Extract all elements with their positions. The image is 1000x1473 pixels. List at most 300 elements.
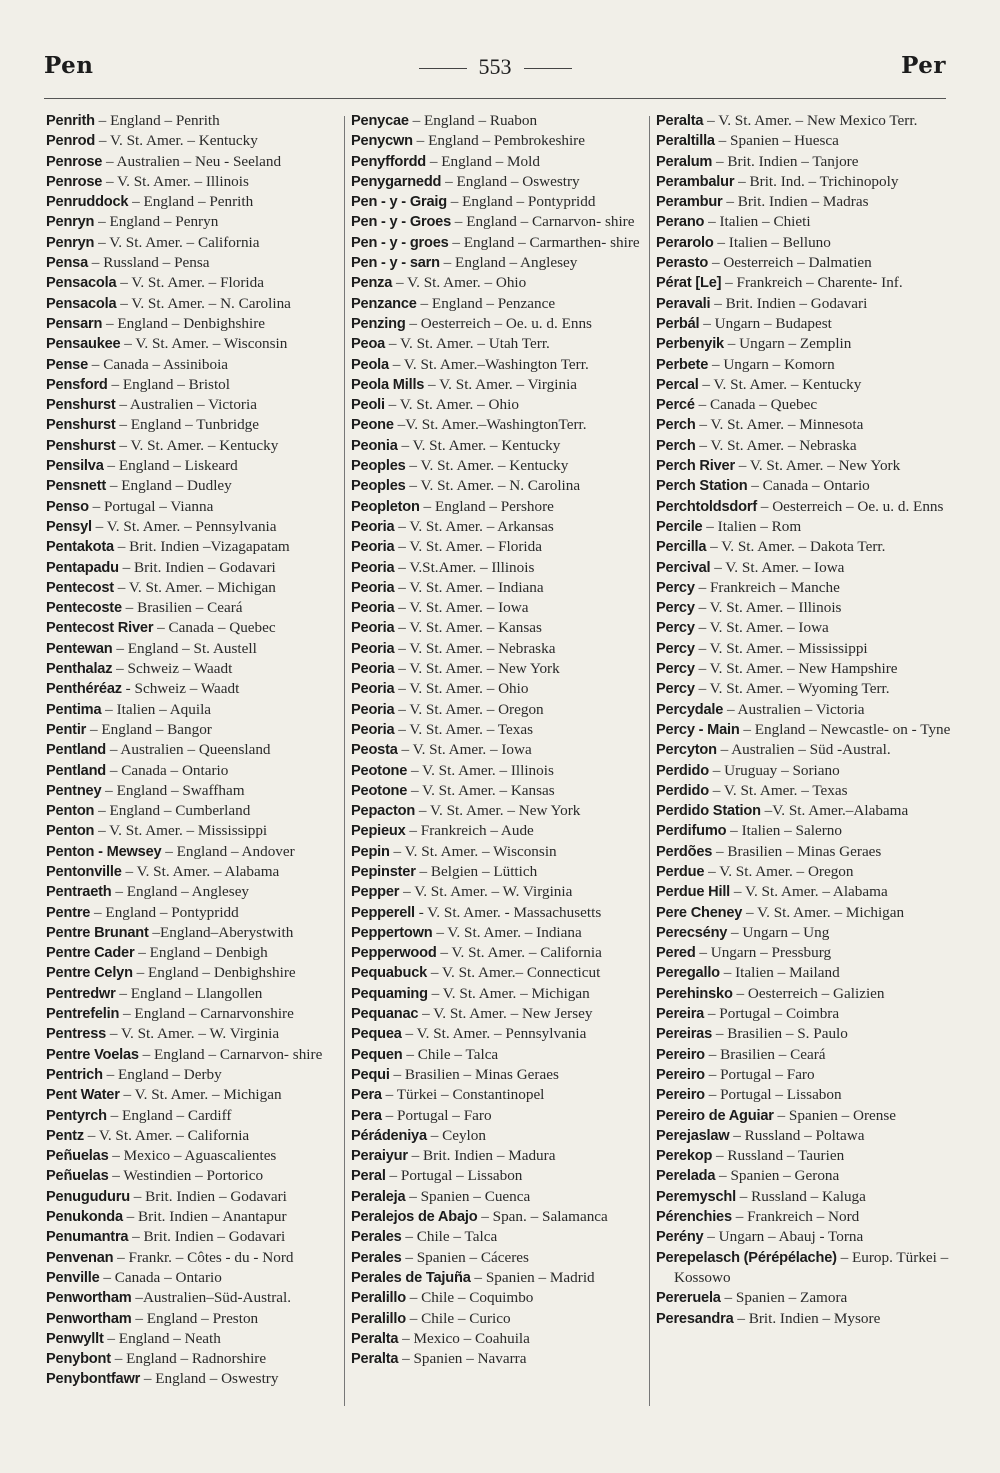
entry-location: – Australien – Neu - Seeland [106, 152, 282, 170]
entry-headword: Pepin [351, 843, 390, 860]
gazetteer-entry [46, 963, 344, 983]
entry-location: – Russland – Taurien [716, 1147, 845, 1165]
gazetteer-entry [46, 192, 344, 212]
gazetteer-entry [656, 111, 954, 131]
entry-location: – Brit. Indien – Mysore [737, 1309, 881, 1327]
gazetteer-entry [656, 375, 954, 395]
entry-headword: Pensacola [46, 295, 117, 312]
column-1 [46, 111, 344, 1390]
entry-location: – Spanien – Gerona [719, 1167, 840, 1185]
gazetteer-entry [656, 537, 954, 557]
entry-headword: Penryn [46, 234, 95, 251]
gazetteer-entry [46, 842, 344, 862]
entry-location: – England – Pontypridd [94, 903, 239, 921]
entry-location: – England – Dudley [109, 477, 232, 495]
gazetteer-entry [351, 923, 649, 943]
entry-location: – V. St. Amer. – Pennsylvania [95, 517, 277, 535]
entry-headword: Percilla [656, 539, 707, 556]
entry-headword: Perejaslaw [656, 1127, 730, 1144]
entry-headword: Pequaming [351, 985, 428, 1002]
gazetteer-entry [351, 1126, 649, 1146]
gazetteer-entry [656, 1004, 954, 1024]
entry-headword: Pentredwr [46, 985, 116, 1002]
gazetteer-entry [46, 294, 344, 314]
entry-headword: Penukonda [46, 1209, 123, 1226]
entry-location: – England – Penrith [98, 112, 220, 129]
gazetteer-entry [46, 882, 344, 902]
entry-location: – V. St. Amer. – Iowa [401, 741, 532, 759]
entry-headword: Peoria [351, 640, 395, 657]
gazetteer-entry [656, 1085, 954, 1105]
gazetteer-entry [656, 131, 954, 151]
entry-headword: Perekop [656, 1148, 713, 1165]
gazetteer-entry [656, 1207, 954, 1227]
entry-headword: Pequen [351, 1046, 403, 1063]
entry-headword: Percy [656, 600, 695, 617]
entry-headword: Penwortham [46, 1310, 132, 1327]
entry-headword: Peoria [351, 518, 395, 535]
entry-location: – England – Newcastle- on - Tyne [743, 720, 951, 738]
entry-location: – V. St. Amer. – Kansas [398, 619, 542, 637]
entry-location: – V. St. Amer. – Wisconsin [124, 335, 288, 353]
entry-headword: Pentecost River [46, 620, 154, 637]
entry-headword: Pepieux [351, 823, 406, 840]
entry-location: – V. St. Amer.–Washington Terr. [392, 355, 589, 373]
entry-location: – V. St. Amer. – Mississippi [698, 639, 868, 657]
entry-location: – V. St. Amer. – Florida [398, 538, 542, 556]
entry-location: – V. St. Amer. – Indiana [436, 923, 582, 941]
entry-location: – Italien – Aquila [105, 700, 212, 718]
entry-headword: Pensa [46, 255, 88, 272]
entry-location: – Ungarn – Pressburg [699, 944, 832, 962]
entry-location: – V. St. Amer. – Michigan [746, 903, 905, 921]
entry-location: – England – Radnorshire [114, 1350, 267, 1368]
entry-headword: Peñuelas [46, 1168, 109, 1185]
entry-headword: Pentecoste [46, 600, 122, 617]
entry-headword: Pent Water [46, 1087, 120, 1104]
gazetteer-entry [351, 781, 649, 801]
gazetteer-entry [656, 862, 954, 882]
entry-location: – V. St. Amer. – Texas [398, 720, 534, 738]
entry-headword: Pentima [46, 701, 102, 718]
gazetteer-entry [351, 314, 649, 334]
entry-location: – Brit. Indien – Anantapur [126, 1208, 287, 1226]
entry-headword: Pera [351, 1107, 382, 1124]
gazetteer-entry [656, 1288, 954, 1308]
entry-headword: Pereiro [656, 1087, 705, 1104]
entry-location: – V.St.Amer. – Illinois [398, 558, 535, 576]
entry-location: – Mexico – Coahuila [402, 1329, 530, 1347]
entry-headword: Penshurst [46, 437, 116, 454]
entry-location: –V. St. Amer.–Alabama [764, 802, 909, 820]
entry-headword: Penzing [351, 315, 406, 332]
entry-location: – Australien – Victoria [119, 396, 257, 414]
gazetteer-entry [46, 618, 344, 638]
gazetteer-entry [351, 192, 649, 212]
entry-headword: Pentir [46, 721, 87, 738]
gazetteer-entry [46, 720, 344, 740]
gazetteer-entry [351, 720, 649, 740]
gazetteer-entry [351, 172, 649, 192]
entry-headword: Pentre Voelas [46, 1046, 139, 1063]
entry-location: – England – Bangor [89, 720, 212, 738]
gazetteer-entry [351, 1166, 649, 1186]
entry-headword: Perdões [656, 843, 713, 860]
gazetteer-entry [46, 1288, 344, 1308]
gazetteer-entry [656, 152, 954, 172]
gazetteer-entry [46, 781, 344, 801]
entry-headword: Perales [351, 1249, 402, 1266]
entry-location: – Oesterreich – Dalmatien [711, 254, 872, 272]
gazetteer-entry [46, 598, 344, 618]
entry-location: – England – Penzance [420, 294, 556, 312]
entry-location: – Brit. Indien –Vizagapatam [117, 538, 290, 556]
gazetteer-entry [656, 578, 954, 598]
entry-headword: Perambalur [656, 173, 735, 190]
gazetteer-entry [656, 923, 954, 943]
gazetteer-entry [46, 740, 344, 760]
entry-location: – England – Ruabon [412, 112, 538, 129]
entry-headword: Perbál [656, 315, 700, 332]
entry-headword: Pentyrch [46, 1107, 107, 1124]
entry-location: – England – Swaffham [105, 781, 245, 799]
gazetteer-entry [656, 781, 954, 801]
entry-headword: Pentre Cader [46, 945, 135, 962]
entry-location: – England – Oswestry [143, 1370, 279, 1388]
entry-headword: Perdifumo [656, 823, 727, 840]
gazetteer-entry [46, 923, 344, 943]
entry-location: – V. St. Amer. – Oregon [398, 700, 544, 718]
gazetteer-entry [46, 1065, 344, 1085]
gazetteer-entry [46, 1166, 344, 1186]
entry-location: – Canada – Ontario [109, 761, 229, 779]
entry-location: – England – Pembrokeshire [416, 132, 585, 150]
entry-headword: Pereiras [656, 1026, 713, 1043]
entry-location: – England – Anglesey [115, 883, 250, 901]
entry-location: – Schweiz – Waadt [116, 660, 233, 678]
entry-headword: Percé [656, 397, 695, 414]
gazetteer-entry [351, 1227, 649, 1247]
entry-headword: Penycae [351, 113, 409, 129]
entry-location: – V. St. Amer. – Nebraska [699, 436, 857, 454]
entry-headword: Percy [656, 640, 695, 657]
entry-location: – England – Denbighshire [136, 964, 296, 982]
gazetteer-entry [351, 517, 649, 537]
entry-location: – V. St. Amer. – New York [418, 802, 581, 820]
gazetteer-entry [351, 558, 649, 578]
entry-location: – Westindien – Portorico [112, 1167, 264, 1185]
gazetteer-entry [351, 375, 649, 395]
entry-headword: Pentraeth [46, 884, 112, 901]
gazetteer-entry [351, 1288, 649, 1308]
entry-location: – V. St. Amer. – Illinois [698, 599, 842, 617]
entry-headword: Pérenchies [656, 1209, 732, 1226]
gazetteer-entry [46, 1369, 344, 1389]
gazetteer-entry [656, 294, 954, 314]
gazetteer-entry [46, 700, 344, 720]
entry-location: – Brit. Indien – Madura [411, 1147, 556, 1165]
entry-headword: Pérat [Le] [656, 275, 722, 292]
entry-headword: Penthéréaz [46, 681, 122, 698]
gazetteer-entry [46, 314, 344, 334]
entry-headword: Perano [656, 214, 705, 231]
entry-headword: Peola [351, 356, 389, 373]
gazetteer-entry [351, 862, 649, 882]
entry-location: – England – Tunbridge [119, 416, 260, 434]
gazetteer-entry [656, 1045, 954, 1065]
entry-location: – V. St. Amer. – Florida [120, 274, 264, 292]
entry-headword: Percile [656, 518, 703, 535]
entry-location: – Oesterreich – Galizien [736, 984, 885, 1002]
gazetteer-entry [46, 903, 344, 923]
entry-location: – Brasilien – Minas Geraes [393, 1065, 559, 1083]
gazetteer-entry [351, 436, 649, 456]
entry-location: – V. St. Amer. – Mississippi [98, 822, 268, 840]
gazetteer-entry [351, 740, 649, 760]
entry-headword: Pensilva [46, 458, 104, 475]
entry-headword: Pentakota [46, 539, 114, 556]
entry-headword: Pentress [46, 1026, 107, 1043]
entry-headword: Peopleton [351, 498, 420, 515]
entry-headword: Pequanac [351, 1006, 419, 1023]
entry-location: – V. St. Amer. – Nebraska [398, 639, 556, 657]
gazetteer-entry [656, 639, 954, 659]
gazetteer-entry [656, 801, 954, 821]
entry-headword: Penygarnedd [351, 173, 442, 190]
entry-location: – V. St. Amer. – California [440, 944, 602, 962]
gazetteer-entry [351, 1309, 649, 1329]
entry-location: – England – Penrith [132, 193, 254, 211]
entry-headword: Pereiro [656, 1066, 705, 1083]
gazetteer-entry [351, 639, 649, 659]
entry-headword: Peralillo [351, 1310, 406, 1327]
gazetteer-entry [351, 233, 649, 253]
gazetteer-entry [656, 497, 954, 517]
gazetteer-entry [351, 963, 649, 983]
gazetteer-entry [656, 903, 954, 923]
entry-location: – V. St. Amer. – Indiana [398, 578, 544, 596]
entry-location: – Spanien – Navarra [402, 1350, 527, 1368]
gazetteer-entry [46, 943, 344, 963]
entry-headword: Percydale [656, 701, 724, 718]
entry-headword: Pensyl [46, 518, 92, 535]
gazetteer-entry [656, 314, 954, 334]
gazetteer-entry [351, 1349, 649, 1369]
entry-headword: Pérádeniya [351, 1127, 427, 1144]
entry-headword: Peoria [351, 661, 395, 678]
gazetteer-entry [656, 761, 954, 781]
entry-headword: Percy [656, 661, 695, 678]
entry-location: – V. St. Amer. – N. Carolina [409, 477, 581, 495]
entry-headword: Penybontfawr [46, 1371, 141, 1388]
gazetteer-entry [46, 761, 344, 781]
gazetteer-entry [351, 659, 649, 679]
entry-headword: Pentrich [46, 1066, 103, 1083]
entry-location: – England – Denbighshire [106, 314, 266, 332]
entry-headword: Peoria [351, 600, 395, 617]
entry-location: – England – St. Austell [116, 639, 257, 657]
entry-headword: Penshurst [46, 397, 116, 414]
entry-headword: Pera [351, 1087, 382, 1104]
gazetteer-entry [46, 212, 344, 232]
entry-location: – Brit. Indien – Godavari [133, 1187, 287, 1205]
gazetteer-entry [351, 1207, 649, 1227]
gazetteer-entry [46, 517, 344, 537]
entry-headword: Peoria [351, 620, 395, 637]
gazetteer-entry [656, 233, 954, 253]
entry-location: – Australien – Victoria [726, 700, 865, 718]
gazetteer-entry [351, 1004, 649, 1024]
entry-headword: Pereruela [656, 1290, 721, 1307]
entry-headword: Pepperwood [351, 945, 437, 962]
gazetteer-entry [46, 355, 344, 375]
entry-location: – England – Anglesey [443, 254, 578, 272]
header-left-guideword: Pen [44, 52, 94, 79]
entry-location: – England – Mold [429, 152, 540, 170]
entry-location: – Frankr. – Côtes - du - Nord [117, 1248, 294, 1266]
gazetteer-entry [351, 212, 649, 232]
gazetteer-entry [46, 233, 344, 253]
entry-location: – V. St. Amer. – Michigan [431, 984, 590, 1002]
entry-headword: Pensacola [46, 275, 117, 292]
entry-headword: Penrose [46, 153, 103, 170]
entry-location: – V. St. Amer. – New Jersey [422, 1005, 593, 1023]
entry-headword: Pentney [46, 782, 102, 799]
entry-location: – England – Andover [165, 842, 295, 860]
gazetteer-entry [656, 618, 954, 638]
entry-headword: Peravali [656, 295, 711, 312]
entry-headword: Peoples [351, 478, 406, 495]
entry-location: – Portugal – Lissabon [708, 1086, 842, 1104]
gazetteer-entry [656, 598, 954, 618]
entry-headword: Penville [46, 1269, 100, 1286]
entry-location: – England – Carnarvon- shire [454, 213, 635, 231]
gazetteer-entry [351, 943, 649, 963]
entry-location: – Australien – Queensland [109, 741, 271, 759]
entry-location: – England – Derby [106, 1065, 222, 1083]
entry-headword: Pen - y - sarn [351, 255, 440, 272]
entry-location: – Brasilien – Ceará [708, 1045, 826, 1063]
entry-headword: Peralejos de Abajo [351, 1209, 478, 1226]
entry-headword: Peñuelas [46, 1148, 109, 1165]
gazetteer-entry [656, 720, 954, 740]
entry-headword: Perch [656, 417, 696, 434]
gazetteer-entry [351, 1329, 649, 1349]
gazetteer-entry [46, 476, 344, 496]
entry-headword: Pentland [46, 762, 107, 779]
gazetteer-entry [46, 456, 344, 476]
entry-location: – Brit. Indien – Godavari [132, 1228, 286, 1246]
entry-headword: Perchtoldsdorf [656, 498, 757, 515]
entry-headword: Perch [656, 437, 696, 454]
entry-location: – V. St. Amer. – Michigan [117, 578, 276, 596]
page-number: 553 [44, 54, 946, 80]
header-rule [44, 98, 946, 99]
gazetteer-entry [46, 537, 344, 557]
entry-headword: Pentecost [46, 579, 114, 596]
gazetteer-entry [656, 1146, 954, 1166]
entry-headword: Pepinster [351, 863, 416, 880]
entry-location: – V. St. Amer. – Kansas [410, 781, 555, 799]
entry-location: – V. St. Amer. – New Mexico Terr. [707, 112, 918, 129]
gazetteer-entry [46, 1146, 344, 1166]
gazetteer-entry [351, 395, 649, 415]
entry-headword: Perecsény [656, 924, 728, 941]
entry-location: – V. St. Amer. – Alabama [125, 862, 280, 880]
entry-headword: Perény [656, 1229, 704, 1246]
entry-headword: Penumantra [46, 1229, 129, 1246]
entry-headword: Percival [656, 559, 711, 576]
gazetteer-entry [656, 984, 954, 1004]
entry-headword: Penza [351, 275, 393, 292]
entry-location: – Spanien – Cáceres [405, 1248, 529, 1266]
entry-headword: Peremyschl [656, 1188, 736, 1205]
gazetteer-entry [351, 355, 649, 375]
entry-location: – V. St. Amer. – Arkansas [398, 517, 554, 535]
entry-location: – Ungarn – Abauj - Torna [707, 1228, 864, 1246]
entry-location: – Italien – Rom [706, 517, 802, 535]
gazetteer-entry [46, 1268, 344, 1288]
column-3 [656, 111, 954, 1329]
entry-location: – V. St. Amer. – Alabama [733, 883, 888, 901]
gazetteer-entry [351, 1268, 649, 1288]
entry-headword: Pequi [351, 1066, 390, 1083]
entry-location: – Brit. Indien – Godavari [714, 294, 868, 312]
entry-location: – Brit. Indien – Madras [726, 193, 869, 211]
entry-headword: Penvenan [46, 1249, 114, 1266]
entry-location: – England – Preston [135, 1309, 259, 1327]
entry-headword: Pentre Brunant [46, 924, 149, 941]
entry-location: – Span. – Salamanca [481, 1208, 608, 1226]
gazetteer-entry [351, 537, 649, 557]
entry-location: – Canada – Ontario [751, 477, 870, 495]
gazetteer-entry [656, 172, 954, 192]
gazetteer-entry [656, 456, 954, 476]
gazetteer-entry [656, 212, 954, 232]
entry-headword: Peoria [351, 701, 395, 718]
gazetteer-entry [351, 415, 649, 435]
entry-headword: Penzance [351, 295, 417, 312]
entry-headword: Pepacton [351, 803, 416, 820]
entry-location: – England – Carnarvonshire [123, 1005, 294, 1023]
entry-headword: Penwortham [46, 1290, 132, 1307]
entry-location: – V. St. Amer. – Pennsylvania [405, 1025, 587, 1043]
entry-location: – V. St. Amer. – Kentucky [98, 132, 258, 150]
gazetteer-entry [351, 334, 649, 354]
entry-headword: Peraiyur [351, 1148, 408, 1165]
entry-headword: Peotone [351, 782, 408, 799]
entry-location: – Canada – Ontario [103, 1268, 222, 1286]
entry-location: – Spanien – Huesca [718, 132, 839, 150]
gazetteer-entry [351, 679, 649, 699]
entry-headword: Penton [46, 803, 95, 820]
entry-location: – England – Llangollen [119, 984, 263, 1002]
gazetteer-entry [656, 740, 954, 760]
gazetteer-entry [351, 903, 649, 923]
entry-headword: Peralta [656, 113, 704, 129]
entry-location: – Australien – Süd -Austral. [720, 741, 891, 759]
entry-location: – Italien – Chieti [708, 213, 811, 231]
gazetteer-entry [656, 1024, 954, 1044]
entry-headword: Peoples [351, 458, 406, 475]
entry-headword: Penton - Mewsey [46, 843, 162, 860]
entry-headword: Penton [46, 823, 95, 840]
entry-location: – V. St. Amer. – Virginia [428, 375, 578, 393]
gazetteer-entry [46, 152, 344, 172]
gazetteer-entry [351, 1248, 649, 1268]
entry-headword: Percyton [656, 742, 717, 759]
entry-location: – Spanien – Orense [777, 1106, 897, 1124]
